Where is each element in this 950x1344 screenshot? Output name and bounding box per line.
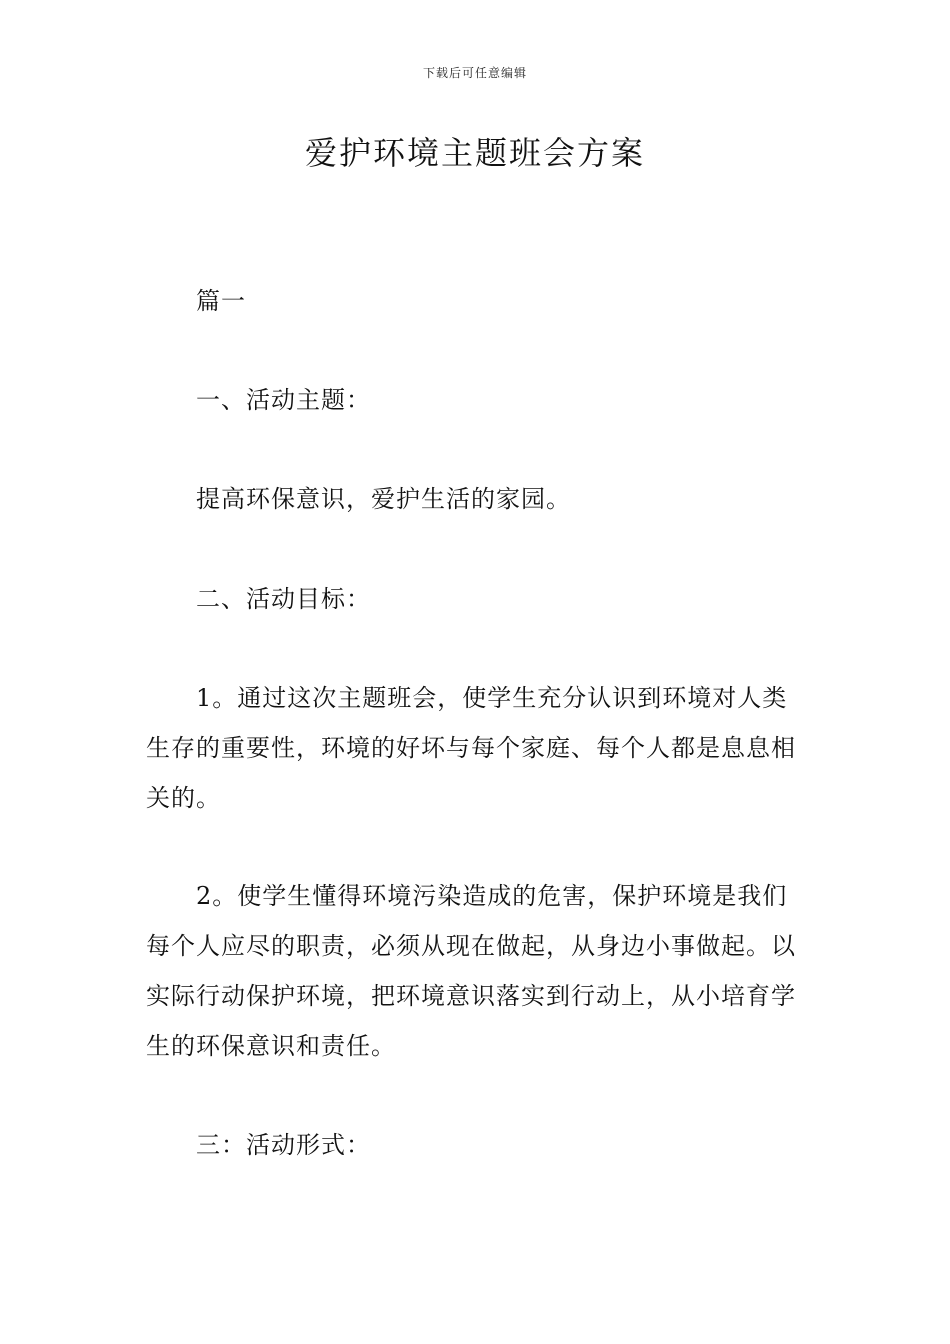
section-label: 篇一: [196, 287, 246, 315]
heading-activity-theme: 一、活动主题：: [196, 386, 371, 414]
heading-activity-goals: 二、活动目标：: [196, 585, 371, 613]
goal-paragraph-2: 2。使学生懂得环境污染造成的危害，保护环境是我们每个人应尽的职责，必须从现在做起，从身边小事做起。以实际行动保护环境，把环境意识落实到行动上，从小培育学生的环保意识和责任。: [146, 882, 796, 1060]
document-title: 爱护环境主题班会方案: [304, 134, 645, 172]
heading-activity-format: 三：活动形式：: [196, 1131, 371, 1159]
header-note: 下载后可任意编辑: [422, 66, 527, 80]
goal-paragraph-1: 1。通过这次主题班会，使学生充分认识到环境对人类生存的重要性，环境的好坏与每个家庭、每个人都是息息相关的。: [146, 684, 796, 812]
activity-theme-text: 提高环保意识，爱护生活的家园。: [196, 485, 571, 513]
